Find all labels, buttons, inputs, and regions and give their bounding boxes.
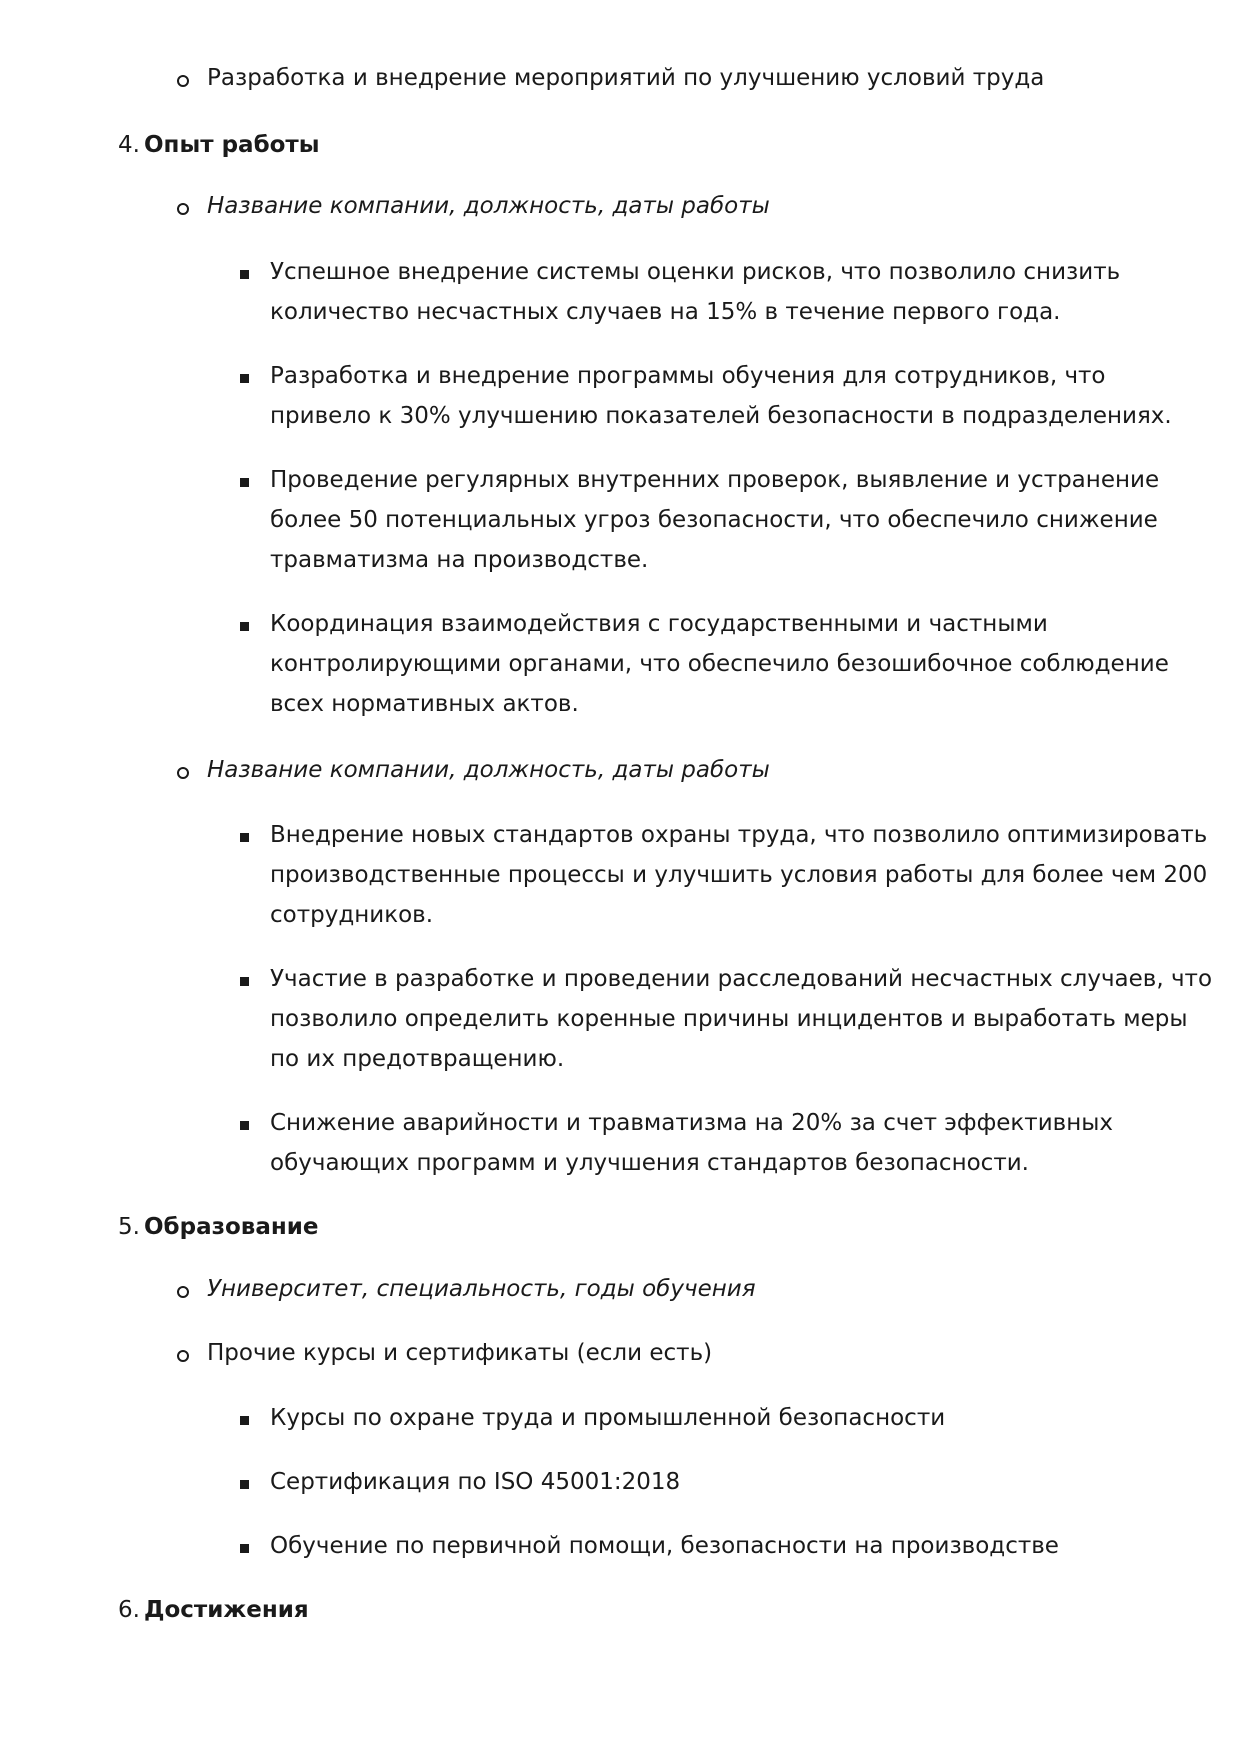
- achievement-line: травматизма на производстве.: [270, 547, 649, 573]
- course-item: Курсы по охране труда и промышленной безопасности: [270, 1405, 946, 1431]
- square-bullet-icon: [240, 1480, 249, 1489]
- achievement-line: обучающих программ и улучшения стандартов безопасности.: [270, 1150, 1029, 1176]
- section-title-achievements: Достижения: [144, 1597, 309, 1623]
- section-title-experience: Опыт работы: [144, 132, 320, 158]
- circle-bullet-icon: [177, 75, 189, 87]
- achievement-line: Координация взаимодействия с государственными и частными: [270, 611, 1048, 637]
- square-bullet-icon: [240, 1121, 249, 1130]
- circle-bullet-icon: [177, 767, 189, 779]
- achievement-line: Разработка и внедрение программы обучения для сотрудников, что: [270, 363, 1106, 389]
- achievement-line: более 50 потенциальных угроз безопасности, что обеспечило снижение: [270, 507, 1158, 533]
- course-item: Сертификация по ISO 45001:2018: [270, 1469, 681, 1495]
- achievement-line: всех нормативных актов.: [270, 691, 579, 717]
- achievement-line: контролирующими органами, что обеспечило безошибочное соблюдение: [270, 651, 1169, 677]
- achievement-line: Проведение регулярных внутренних проверок, выявление и устранение: [270, 467, 1160, 493]
- achievement-line: Участие в разработке и проведении расследований несчастных случаев, что: [270, 966, 1213, 992]
- square-bullet-icon: [240, 977, 249, 986]
- job-header: Название компании, должность, даты работы: [207, 193, 770, 219]
- achievement-line: привело к 30% улучшению показателей безопасности в подразделениях.: [270, 403, 1172, 429]
- achievement-line: Внедрение новых стандартов охраны труда, что позволило оптимизировать: [270, 822, 1208, 848]
- achievement-line: сотрудников.: [270, 902, 434, 928]
- course-item: Обучение по первичной помощи, безопасности на производстве: [270, 1533, 1059, 1559]
- square-bullet-icon: [240, 270, 249, 279]
- education-university: Университет, специальность, годы обучения: [207, 1276, 756, 1302]
- achievement-line: производственные процессы и улучшить условия работы для более чем 200: [270, 862, 1208, 888]
- square-bullet-icon: [240, 374, 249, 383]
- achievement-line: позволило определить коренные причины инцидентов и выработать меры: [270, 1006, 1188, 1032]
- square-bullet-icon: [240, 1544, 249, 1553]
- square-bullet-icon: [240, 622, 249, 631]
- achievement-line: количество несчастных случаев на 15% в течение первого года.: [270, 299, 1061, 325]
- achievement-line: по их предотвращению.: [270, 1046, 565, 1072]
- achievement-line: Успешное внедрение системы оценки рисков, что позволило снизить: [270, 259, 1121, 285]
- section-number: 5.: [118, 1214, 140, 1240]
- circle-bullet-icon: [177, 1350, 189, 1362]
- square-bullet-icon: [240, 478, 249, 487]
- square-bullet-icon: [240, 833, 249, 842]
- list-item: Разработка и внедрение мероприятий по улучшению условий труда: [207, 65, 1045, 91]
- section-title-education: Образование: [144, 1214, 319, 1240]
- job-header: Название компании, должность, даты работы: [207, 757, 770, 783]
- circle-bullet-icon: [177, 1286, 189, 1298]
- achievement-line: Снижение аварийности и травматизма на 20% за счет эффективных: [270, 1110, 1114, 1136]
- courses-header: Прочие курсы и сертификаты (если есть): [207, 1340, 713, 1366]
- section-number: 4.: [118, 132, 140, 158]
- circle-bullet-icon: [177, 203, 189, 215]
- section-number: 6.: [118, 1597, 140, 1623]
- square-bullet-icon: [240, 1416, 249, 1425]
